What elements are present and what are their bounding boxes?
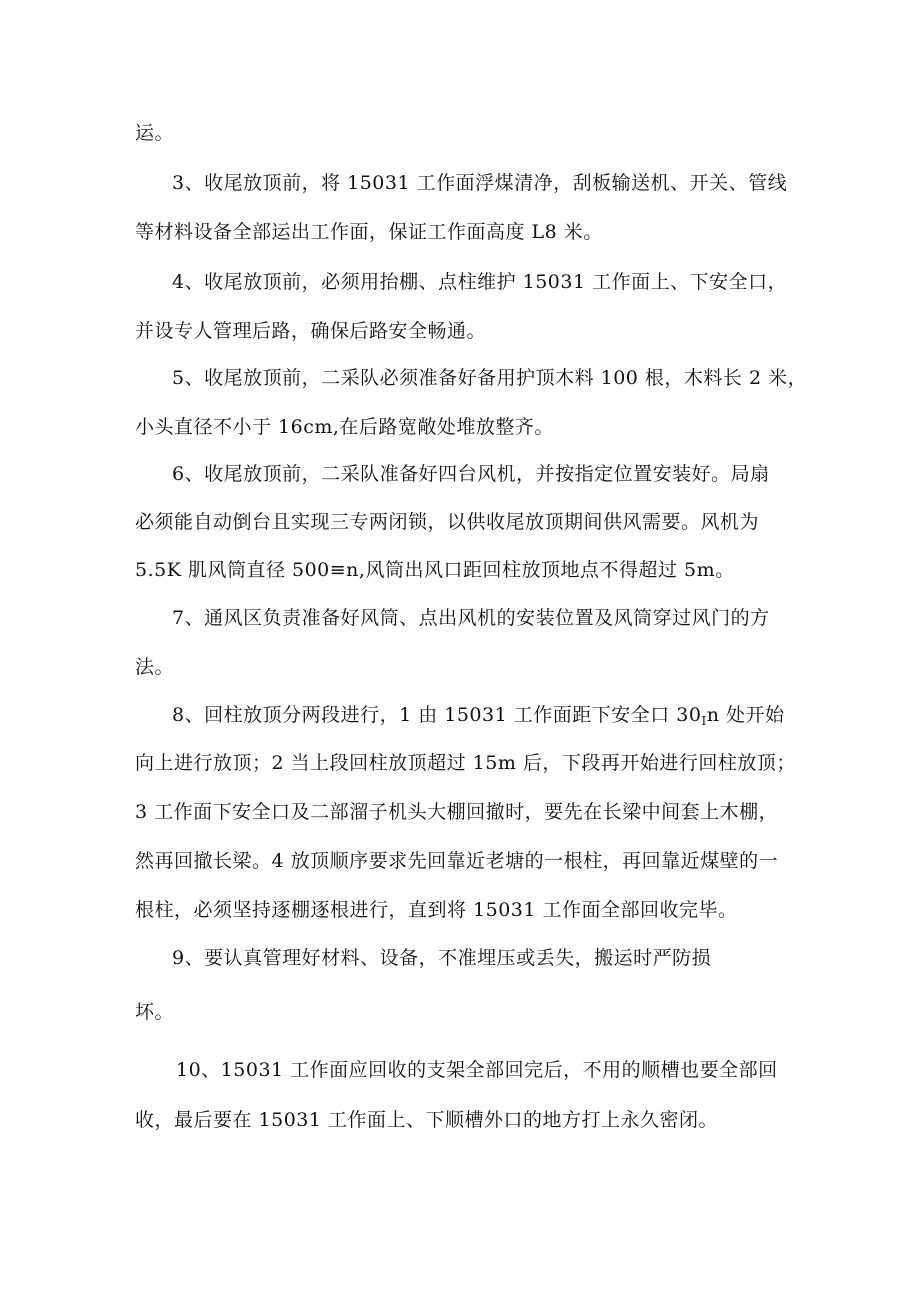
- text-line: 4、收尾放顶前，必须用抬棚、点柱维护 15031 工作面上、下安全口，: [172, 271, 788, 293]
- text-line: 坏。: [135, 1001, 175, 1023]
- text-line: 然再回撤长梁。4 放顶顺序要求先回靠近老塘的一根柱，再回靠近煤壁的一: [135, 850, 779, 872]
- text-line: 3 工作面下安全口及二部溜子机头大棚回撤时，要先在长梁中间套上木棚，: [135, 801, 779, 823]
- text-line: 向上进行放顶；2 当上段回柱放顶超过 15m 后，下段再开始进行回柱放顶；: [135, 752, 796, 774]
- text-segment: 8、回柱放顶分两段进行，1 由 15031 工作面距下安全口 30: [172, 704, 702, 726]
- text-line: 收，最后要在 15031 工作面上、下顺槽外口的地方打上永久密闭。: [135, 1109, 719, 1131]
- text-line: 5、收尾放顶前，二采队必须准备好备用护顶木料 100 根，木料长 2 米，: [172, 367, 808, 389]
- text-line: 3、收尾放顶前，将 15031 工作面浮煤清净，刮板输送机、开关、管线: [172, 172, 788, 194]
- text-segment: n 处开始: [706, 704, 785, 726]
- text-line: 9、要认真管理好材料、设备，不准埋压或丢失，搬运时严防损: [172, 947, 712, 969]
- text-line: 10、15031 工作面应回收的支架全部回完后，不用的顺槽也要全部回: [176, 1059, 778, 1081]
- text-line: 运。: [135, 122, 175, 144]
- text-line: [172, 702, 920, 734]
- text-line: 法。: [135, 656, 175, 678]
- text-line: 6、收尾放顶前，二采队准备好四台风机，并按指定位置安装好。局扇: [172, 463, 770, 485]
- text-line: 小头直径不小于 16cm,在后路宽敞处堆放整齐。: [135, 416, 554, 438]
- text-line: 5.5K 肌风筒直径 500≡n,风筒出风口距回柱放顶地点不得超过 5m。: [135, 559, 735, 581]
- text-line: 必须能自动倒台且实现三专两闭锁，以供收尾放顶期间供风需要。风机为: [135, 511, 760, 533]
- text-line: 根柱，必须坚持逐棚逐根进行，直到将 15031 工作面全部回收完毕。: [135, 899, 738, 921]
- text-line: 等材料设备全部运出工作面，保证工作面高度 L8 米。: [135, 221, 603, 243]
- text-line: 并设专人管理后路，确保后路安全畅通。: [135, 320, 487, 342]
- text-subscript: I: [701, 714, 707, 728]
- text-line: 7、通风区负责准备好风筒、点出风机的安装位置及风筒穿过风门的方: [172, 607, 770, 629]
